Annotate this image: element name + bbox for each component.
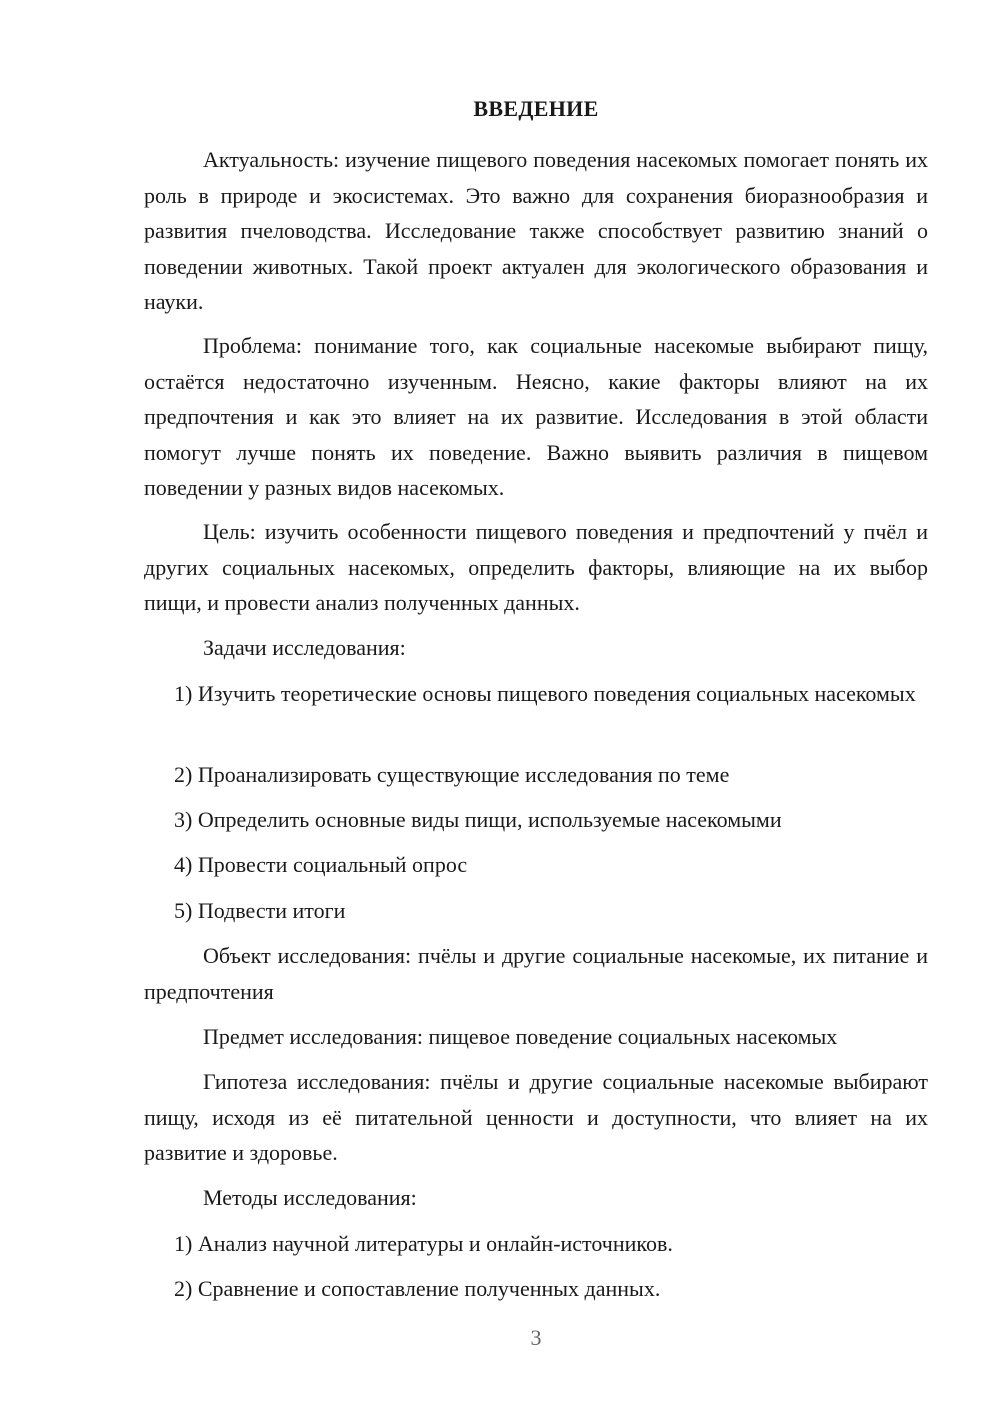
page-title: ВВЕДЕНИЕ [473, 96, 599, 121]
object-paragraph: Объект исследования: пчёлы и другие социальные насекомые, их питание и предпочтения [144, 943, 928, 1004]
subject-paragraph: Предмет исследования: пищевое поведение социальных насекомых [203, 1024, 838, 1049]
goal-paragraph: Цель: изучить особенности пищевого поведения и предпочтений у пчёл и других социальных насекомых, определить факторы, влияющие на их выбор пищи, и провести анализ полученных данных. [144, 519, 928, 615]
tasks-heading: Задачи исследования: [203, 635, 406, 660]
page-number: 3 [530, 1325, 542, 1350]
task-item: 5) Подвести итоги [174, 898, 346, 923]
task-item: 1) Изучить теоретические основы пищевого поведения социальных насекомых [174, 681, 916, 706]
method-item: 1) Анализ научной литературы и онлайн-источников. [174, 1231, 673, 1256]
methods-heading: Методы исследования: [203, 1185, 417, 1210]
task-item: 3) Определить основные виды пищи, используемые насекомыми [174, 807, 782, 832]
problem-paragraph: Проблема: понимание того, как социальные насекомые выбирают пищу, остаётся недостаточно изученным. Неясно, какие факторы влияют на их предпочтения и как это влияет на их развитие. Исследования в этой области помогут лучше понять их поведение. Важно выявить различия в пищевом поведении у разных видов насекомых. [144, 333, 928, 500]
relevance-paragraph: Актуальность: изучение пищевого поведения насекомых помогает понять их роль в природе и экосистемах. Это важно для сохранения биоразнообразия и развития пчеловодства. Исследование также способствует развитию знаний о поведении животных. Такой проект актуален для экологического образования и науки. [144, 147, 928, 314]
hypothesis-paragraph: Гипотеза исследования: пчёлы и другие социальные насекомые выбирают пищу, исходя из её питательной ценности и доступности, что влияет на их развитие и здоровье. [144, 1069, 928, 1165]
method-item: 2) Сравнение и сопоставление полученных данных. [174, 1276, 661, 1301]
task-item: 4) Провести социальный опрос [174, 852, 468, 877]
task-item: 2) Проанализировать существующие исследования по теме [174, 762, 730, 787]
